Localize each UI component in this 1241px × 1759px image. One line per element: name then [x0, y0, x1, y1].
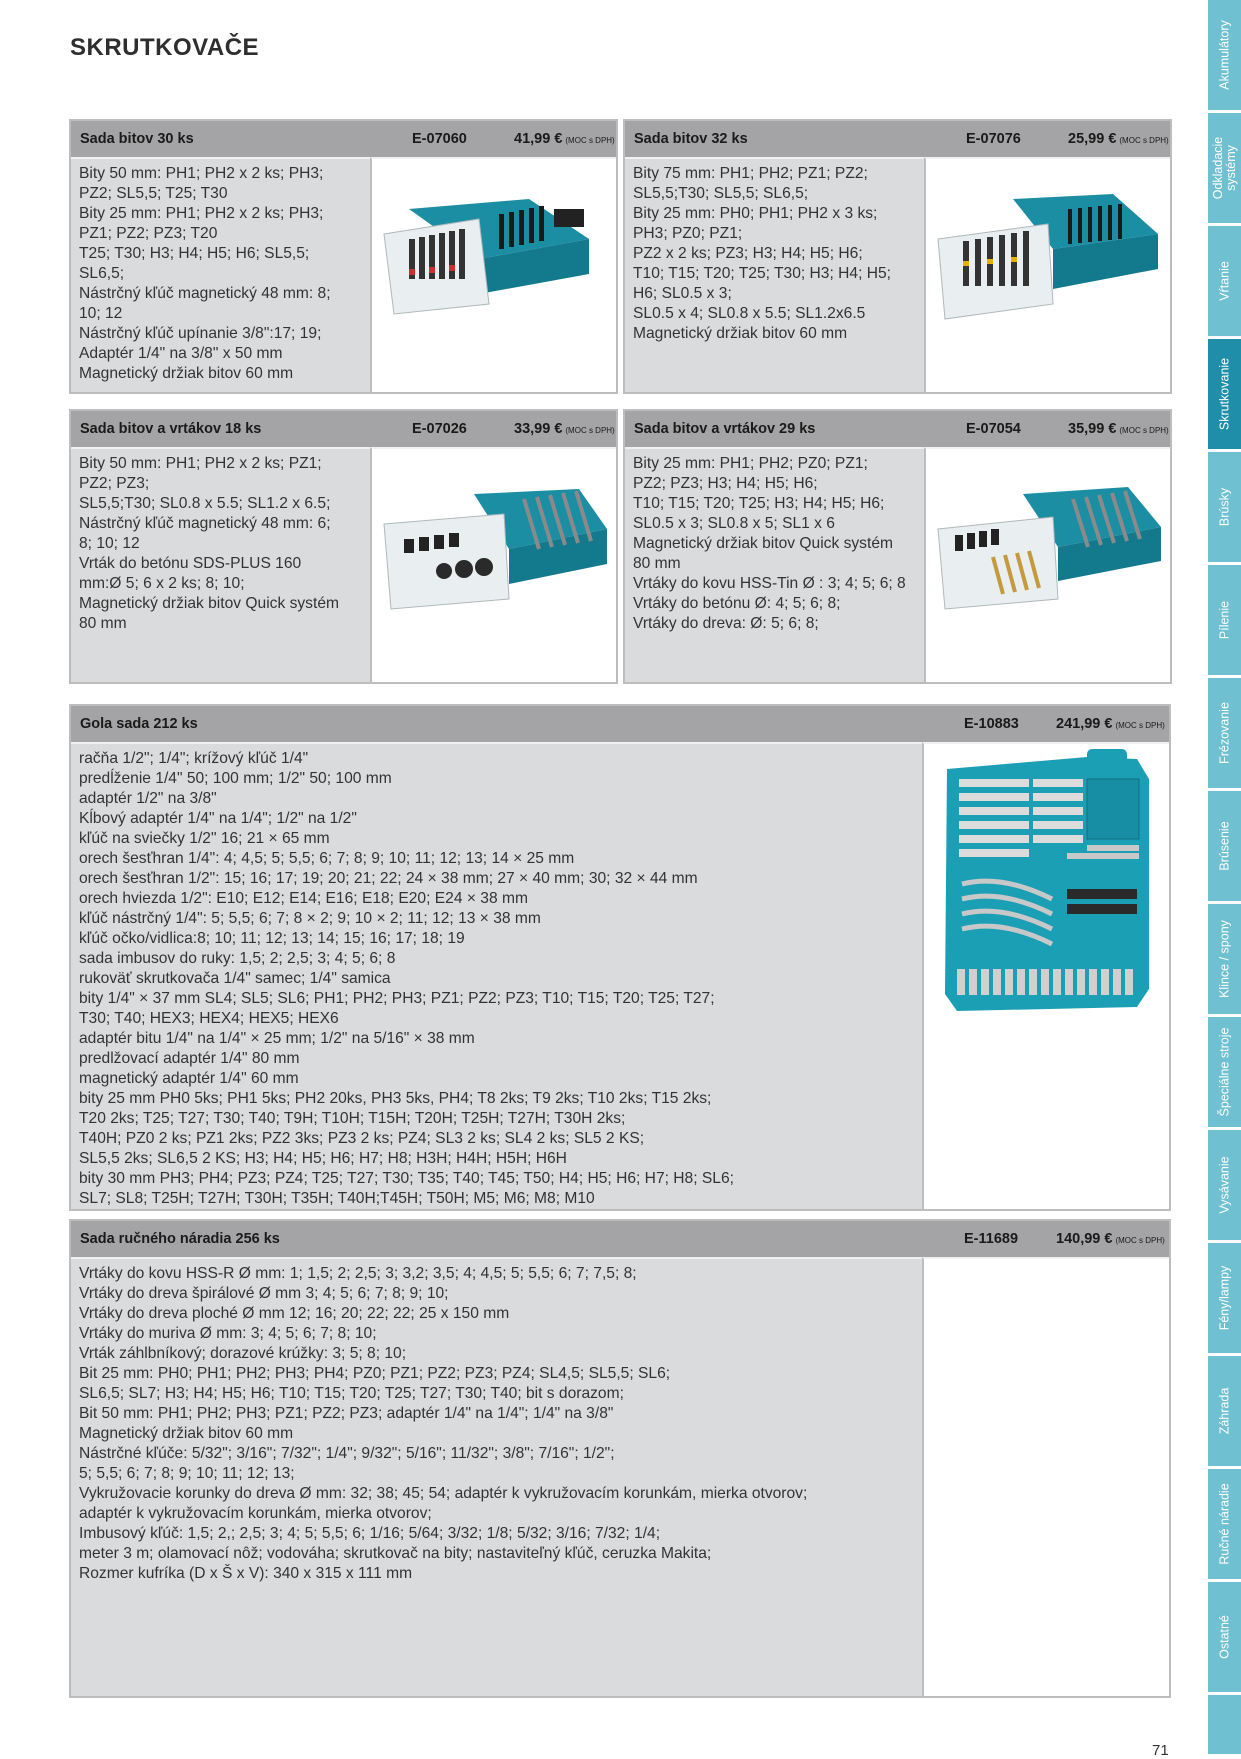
spec-line: SL6,5;	[79, 265, 125, 282]
sidebar-tab-ostatne[interactable]: Ostatné	[1208, 1582, 1241, 1695]
spec-line: Vykružovacie korunky do dreva Ø mm: 32; 38; 45; 54; adaptér k vykružovacím korunkám, mierka otvorov;	[79, 1485, 808, 1502]
spec-line: Bity 50 mm: PH1; PH2 x 2 ks; PZ1;	[79, 455, 322, 472]
product-name: Sada ručného náradia 256 ks	[80, 1231, 280, 1247]
spec-line: kľúč očko/vidlica:8; 10; 11; 12; 13; 14; 15; 16; 17; 18; 19	[79, 930, 465, 947]
spec-line: Bity 25 mm: PH0; PH1; PH2 x 3 ks;	[633, 205, 878, 222]
spec-line: PH3; PZ0; PZ1;	[633, 225, 743, 242]
spec-line: Vrtáky do muriva Ø mm: 3; 4; 5; 6; 7; 8; 10;	[79, 1325, 377, 1342]
spec-line: 80 mm	[633, 555, 681, 572]
spec-line: T40H; PZ0 2 ks; PZ1 2ks; PZ2 3ks; PZ3 2 ks; PZ4; SL3 2 ks; SL4 2 ks; SL5 2 KS;	[79, 1130, 645, 1147]
product-header	[71, 411, 616, 447]
spec-line: bity 25 mm PH0 5ks; PH1 5ks; PH2 20ks, PH3 5ks, PH4; T8 2ks; T9 2ks; T10 2ks; T15 2ks;	[79, 1090, 712, 1107]
product-price: 140,99 € (MOC s DPH)	[1056, 1231, 1165, 1247]
spec-line: Vrták do betónu SDS-PLUS 160	[79, 555, 302, 572]
product-image	[924, 157, 1170, 392]
spec-line: Vrtáky do dreva: Ø: 5; 6; 8;	[633, 615, 819, 632]
spec-line: PZ2 x 2 ks; PZ3; H3; H4; H5; H6;	[633, 245, 863, 262]
product-card-e07076	[623, 119, 1172, 394]
product-price: 33,99 € (MOC s DPH)	[514, 421, 615, 437]
spec-line: SL6,5; SL7; H3; H4; H5; H6; T10; T15; T20; T25; T27; T30; T40; bit s dorazom;	[79, 1385, 624, 1402]
spec-line: SL5,5;T30; SL0.8 x 5.5; SL1.2 x 6.5;	[79, 495, 331, 512]
spec-line: PZ2; PZ3; H3; H4; H5; H6;	[633, 475, 818, 492]
spec-line: sada imbusov do ruky: 1,5; 2; 2,5; 3; 4; 5; 6; 8	[79, 950, 396, 967]
product-specs	[71, 742, 924, 1209]
product-name: Sada bitov a vrtákov 18 ks	[80, 421, 262, 437]
product-card-e07054	[623, 409, 1172, 684]
page-number: 71	[1152, 1742, 1169, 1759]
product-card-e07026	[69, 409, 618, 684]
product-price: 41,99 € (MOC s DPH)	[514, 131, 615, 147]
spec-line: Vrtáky do betónu Ø: 4; 5; 6; 8;	[633, 595, 841, 612]
spec-line: Bit 25 mm: PH0; PH1; PH2; PH3; PH4; PZ0; PZ1; PZ2; PZ3; PZ4; SL4,5; SL5,5; SL6;	[79, 1365, 671, 1382]
sidebar-tab-frezovanie[interactable]: Frézovanie	[1208, 678, 1241, 791]
spec-line: Vrtáky do dreva ploché Ø mm 12; 16; 20; 22; 22; 25 x 150 mm	[79, 1305, 510, 1322]
spec-line: predĺženie 1/4" 50; 100 mm; 1/2" 50; 100 mm	[79, 770, 392, 787]
spec-line: 8; 10; 12	[79, 535, 140, 552]
spec-line: T25; T30; H3; H4; H5; H6; SL5,5;	[79, 245, 310, 262]
spec-line: rukoväť skrutkovača 1/4" samec; 1/4" samica	[79, 970, 391, 987]
sidebar-tab-klince-spony[interactable]: Klince / spony	[1208, 904, 1241, 1017]
product-code: E-07076	[966, 131, 1021, 147]
spec-line: T30; T40; HEX3; HEX4; HEX5; HEX6	[79, 1010, 339, 1027]
spec-line: Adaptér 1/4" na 3/8" x 50 mm	[79, 345, 283, 362]
product-name: Gola sada 212 ks	[80, 716, 198, 732]
page-title: SKRUTKOVAČE	[70, 34, 260, 61]
spec-line: Nástrčný kľúč upínanie 3/8":17; 19;	[79, 325, 322, 342]
product-card-e07060	[69, 119, 618, 394]
spec-line: Magnetický držiak bitov Quick systém	[633, 535, 893, 552]
product-header	[71, 1221, 1169, 1257]
socket-set-case-image	[937, 749, 1157, 1019]
spec-line: bity 1/4" × 37 mm SL4; SL5; SL6; PH1; PH2; PH3; PZ1; PZ2; PZ3; T10; T15; T20; T25; T27;	[79, 990, 715, 1007]
spec-line: mm:Ø 5; 6 x 2 ks; 8; 10;	[79, 575, 245, 592]
product-name: Sada bitov 30 ks	[80, 131, 194, 147]
spec-line: račňa 1/2"; 1/4"; krížový kľúč 1/4"	[79, 750, 309, 767]
product-name: Sada bitov a vrtákov 29 ks	[634, 421, 816, 437]
sidebar-tab-specialne-stroje[interactable]: Špeciálne stroje	[1208, 1017, 1241, 1130]
sidebar-tab-pilenie[interactable]: Pílenie	[1208, 565, 1241, 678]
spec-line: Bity 25 mm: PH1; PH2 x 2 ks; PH3;	[79, 205, 324, 222]
spec-line: adaptér 1/2" na 3/8"	[79, 790, 217, 807]
product-header	[625, 121, 1170, 157]
spec-line: Magnetický držiak bitov 60 mm	[79, 1425, 294, 1442]
spec-line: bity 30 mm PH3; PH4; PZ3; PZ4; T25; T27; T30; T35; T40; T45; T50; H4; H5; H6; H7; H8; SL6;	[79, 1170, 734, 1187]
spec-line: Bity 25 mm: PH1; PH2; PZ0; PZ1;	[633, 455, 868, 472]
product-image	[370, 157, 616, 392]
product-header	[71, 706, 1169, 742]
spec-line: predlžovací adaptér 1/4" 80 mm	[79, 1050, 300, 1067]
sidebar-tab-vysavanie[interactable]: Vysávanie	[1208, 1130, 1241, 1243]
spec-line: 80 mm	[79, 615, 127, 632]
spec-line: Vrtáky do kovu HSS-R Ø mm: 1; 1,5; 2; 2,5; 3; 3,2; 3,5; 4; 4,5; 5; 5,5; 6; 7; 7,5; 8;	[79, 1265, 637, 1282]
spec-line: PZ2; SL5,5; T25; T30	[79, 185, 228, 202]
spec-line: T20 2ks; T25; T27; T30; T40; T9H; T10H; T15H; T20H; T25H; T27H; T30H 2ks;	[79, 1110, 626, 1127]
spec-line: Magnetický držiak bitov Quick systém	[79, 595, 339, 612]
product-price: 25,99 € (MOC s DPH)	[1068, 131, 1169, 147]
product-price: 35,99 € (MOC s DPH)	[1068, 421, 1169, 437]
spec-line: 5; 5,5; 6; 7; 8; 9; 10; 11; 12; 13;	[79, 1465, 295, 1482]
spec-line: orech šesťhran 1/2": 15; 16; 17; 19; 20; 21; 22; 24 × 38 mm; 27 × 40 mm; 30; 32 × 44 mm	[79, 870, 698, 887]
spec-line: Magnetický držiak bitov 60 mm	[633, 325, 848, 342]
spec-line: Vrtáky do dreva špirálové Ø mm 3; 4; 5; 6; 7; 8; 9; 10;	[79, 1285, 449, 1302]
product-card-e11689	[69, 1219, 1171, 1698]
drill-bit-case-image	[933, 469, 1163, 619]
spec-line: H6; SL0.5 x 3;	[633, 285, 732, 302]
spec-line: orech šesťhran 1/4": 4; 4,5; 5; 5,5; 6; 7; 8; 9; 10; 11; 12; 13; 14 × 25 mm	[79, 850, 575, 867]
spec-line: Bity 75 mm: PH1; PH2; PZ1; PZ2;	[633, 165, 868, 182]
spec-line: Bity 50 mm: PH1; PH2 x 2 ks; PH3;	[79, 165, 324, 182]
spec-line: Nástrčný kľúč magnetický 48 mm: 8;	[79, 285, 331, 302]
sidebar-tab-brusky[interactable]: Brúsky	[1208, 452, 1241, 565]
bit-case-image	[933, 179, 1163, 329]
spec-line: T10; T15; T20; T25; T30; H3; H4; H5;	[633, 265, 892, 282]
product-name: Sada bitov 32 ks	[634, 131, 748, 147]
bit-case-image	[379, 179, 609, 329]
drill-bit-case-image	[379, 469, 609, 619]
product-header	[625, 411, 1170, 447]
product-card-e10883	[69, 704, 1171, 1211]
spec-line: Vrták záhlbníkový; dorazové krúžky: 3; 5; 8; 10;	[79, 1345, 407, 1362]
spec-line: SL0.5 x 4; SL0.8 x 5.5; SL1.2x6.5	[633, 305, 866, 322]
spec-line: 10; 12	[79, 305, 123, 322]
product-price: 241,99 € (MOC s DPH)	[1056, 716, 1165, 732]
product-image	[924, 447, 1170, 682]
spec-line: adaptér k vykružovacím korunkám, mierka otvorov;	[79, 1505, 432, 1522]
sidebar-tab-feny-lampy[interactable]: Fény/lampy	[1208, 1243, 1241, 1356]
spec-line: Bit 50 mm: PH1; PH2; PH3; PZ1; PZ2; PZ3; adaptér 1/4" na 1/4"; 1/4" na 3/8"	[79, 1405, 614, 1422]
product-header	[71, 121, 616, 157]
product-image	[370, 447, 616, 682]
spec-line: Kĺbový adaptér 1/4" na 1/4"; 1/2" na 1/2"	[79, 810, 357, 827]
spec-line: magnetický adaptér 1/4" 60 mm	[79, 1070, 299, 1087]
sidebar-tab-odkladacie-systemy[interactable]: Odkladacie systémy	[1208, 113, 1241, 226]
spec-line: Nástrčné kľúče: 5/32"; 3/16"; 7/32"; 1/4"; 9/32"; 5/16"; 11/32"; 3/8"; 7/16"; 1/2";	[79, 1445, 615, 1462]
product-image	[922, 742, 1169, 1209]
product-image-empty	[922, 1257, 1169, 1696]
product-specs	[71, 447, 372, 682]
product-specs	[625, 447, 926, 682]
spec-line: PZ1; PZ2; PZ3; T20	[79, 225, 218, 242]
sidebar-tab-vrtanie[interactable]: Vŕtanie	[1208, 226, 1241, 339]
spec-line: kľúč nástrčný 1/4": 5; 5,5; 6; 7; 8 × 2; 9; 10 × 2; 11; 12; 13 × 38 mm	[79, 910, 541, 927]
sidebar-tab-akumulatory[interactable]: Akumulátory	[1208, 0, 1241, 113]
spec-line: Nástrčný kľúč magnetický 48 mm: 6;	[79, 515, 331, 532]
spec-line: Magnetický držiak bitov 60 mm	[79, 365, 294, 382]
product-specs	[71, 157, 372, 392]
spec-line: kľúč na sviečky 1/2" 16; 21 × 65 mm	[79, 830, 330, 847]
spec-line: SL5,5 2ks; SL6,5 2 KS; H3; H4; H5; H6; H7; H8; H3H; H4H; H5H; H6H	[79, 1150, 567, 1167]
sidebar-tab-brusenie[interactable]: Brúsenie	[1208, 791, 1241, 904]
product-specs	[71, 1257, 924, 1696]
sidebar-tab-skrutkovanie[interactable]: Skrutkovanie	[1208, 339, 1241, 452]
product-code: E-07054	[966, 421, 1021, 437]
product-code: E-11689	[964, 1231, 1019, 1247]
product-code: E-10883	[964, 716, 1019, 732]
spec-line: PZ2; PZ3;	[79, 475, 150, 492]
spec-line: Rozmer kufríka (D x Š x V): 340 x 315 x 111 mm	[79, 1565, 413, 1582]
spec-line: SL5,5;T30; SL5,5; SL6,5;	[633, 185, 809, 202]
sidebar-tab-rucne-naradie[interactable]: Ručné náradie	[1208, 1469, 1241, 1582]
product-code: E-07060	[412, 131, 467, 147]
spec-line: orech hviezda 1/2": E10; E12; E14; E16; E18; E20; E24 × 38 mm	[79, 890, 528, 907]
spec-line: meter 3 m; olamovací nôž; vodováha; skrutkovač na bity; nastaviteľný kľúč, ceruzka Makita;	[79, 1545, 712, 1562]
spec-line: SL7; SL8; T25H; T27H; T30H; T35H; T40H;T45H; T50H; M5; M6; M8; M10	[79, 1190, 595, 1207]
product-specs	[625, 157, 926, 392]
spec-line: SL0.5 x 3; SL0.8 x 5; SL1 x 6	[633, 515, 835, 532]
spec-line: Imbusový kľúč: 1,5; 2,; 2,5; 3; 4; 5; 5,5; 6; 1/16; 5/64; 3/32; 1/8; 5/32; 3/16; 7/32; 1/4;	[79, 1525, 661, 1542]
category-sidebar	[1208, 0, 1241, 1754]
product-code: E-07026	[412, 421, 467, 437]
sidebar-tab-zahrada[interactable]: Záhrada	[1208, 1356, 1241, 1469]
spec-line: adaptér bitu 1/4" na 1/4" × 25 mm; 1/2" na 5/16" × 38 mm	[79, 1030, 475, 1047]
spec-line: T10; T15; T20; T25; H3; H4; H5; H6;	[633, 495, 885, 512]
spec-line: Vrtáky do kovu HSS-Tin Ø : 3; 4; 5; 6; 8	[633, 575, 906, 592]
